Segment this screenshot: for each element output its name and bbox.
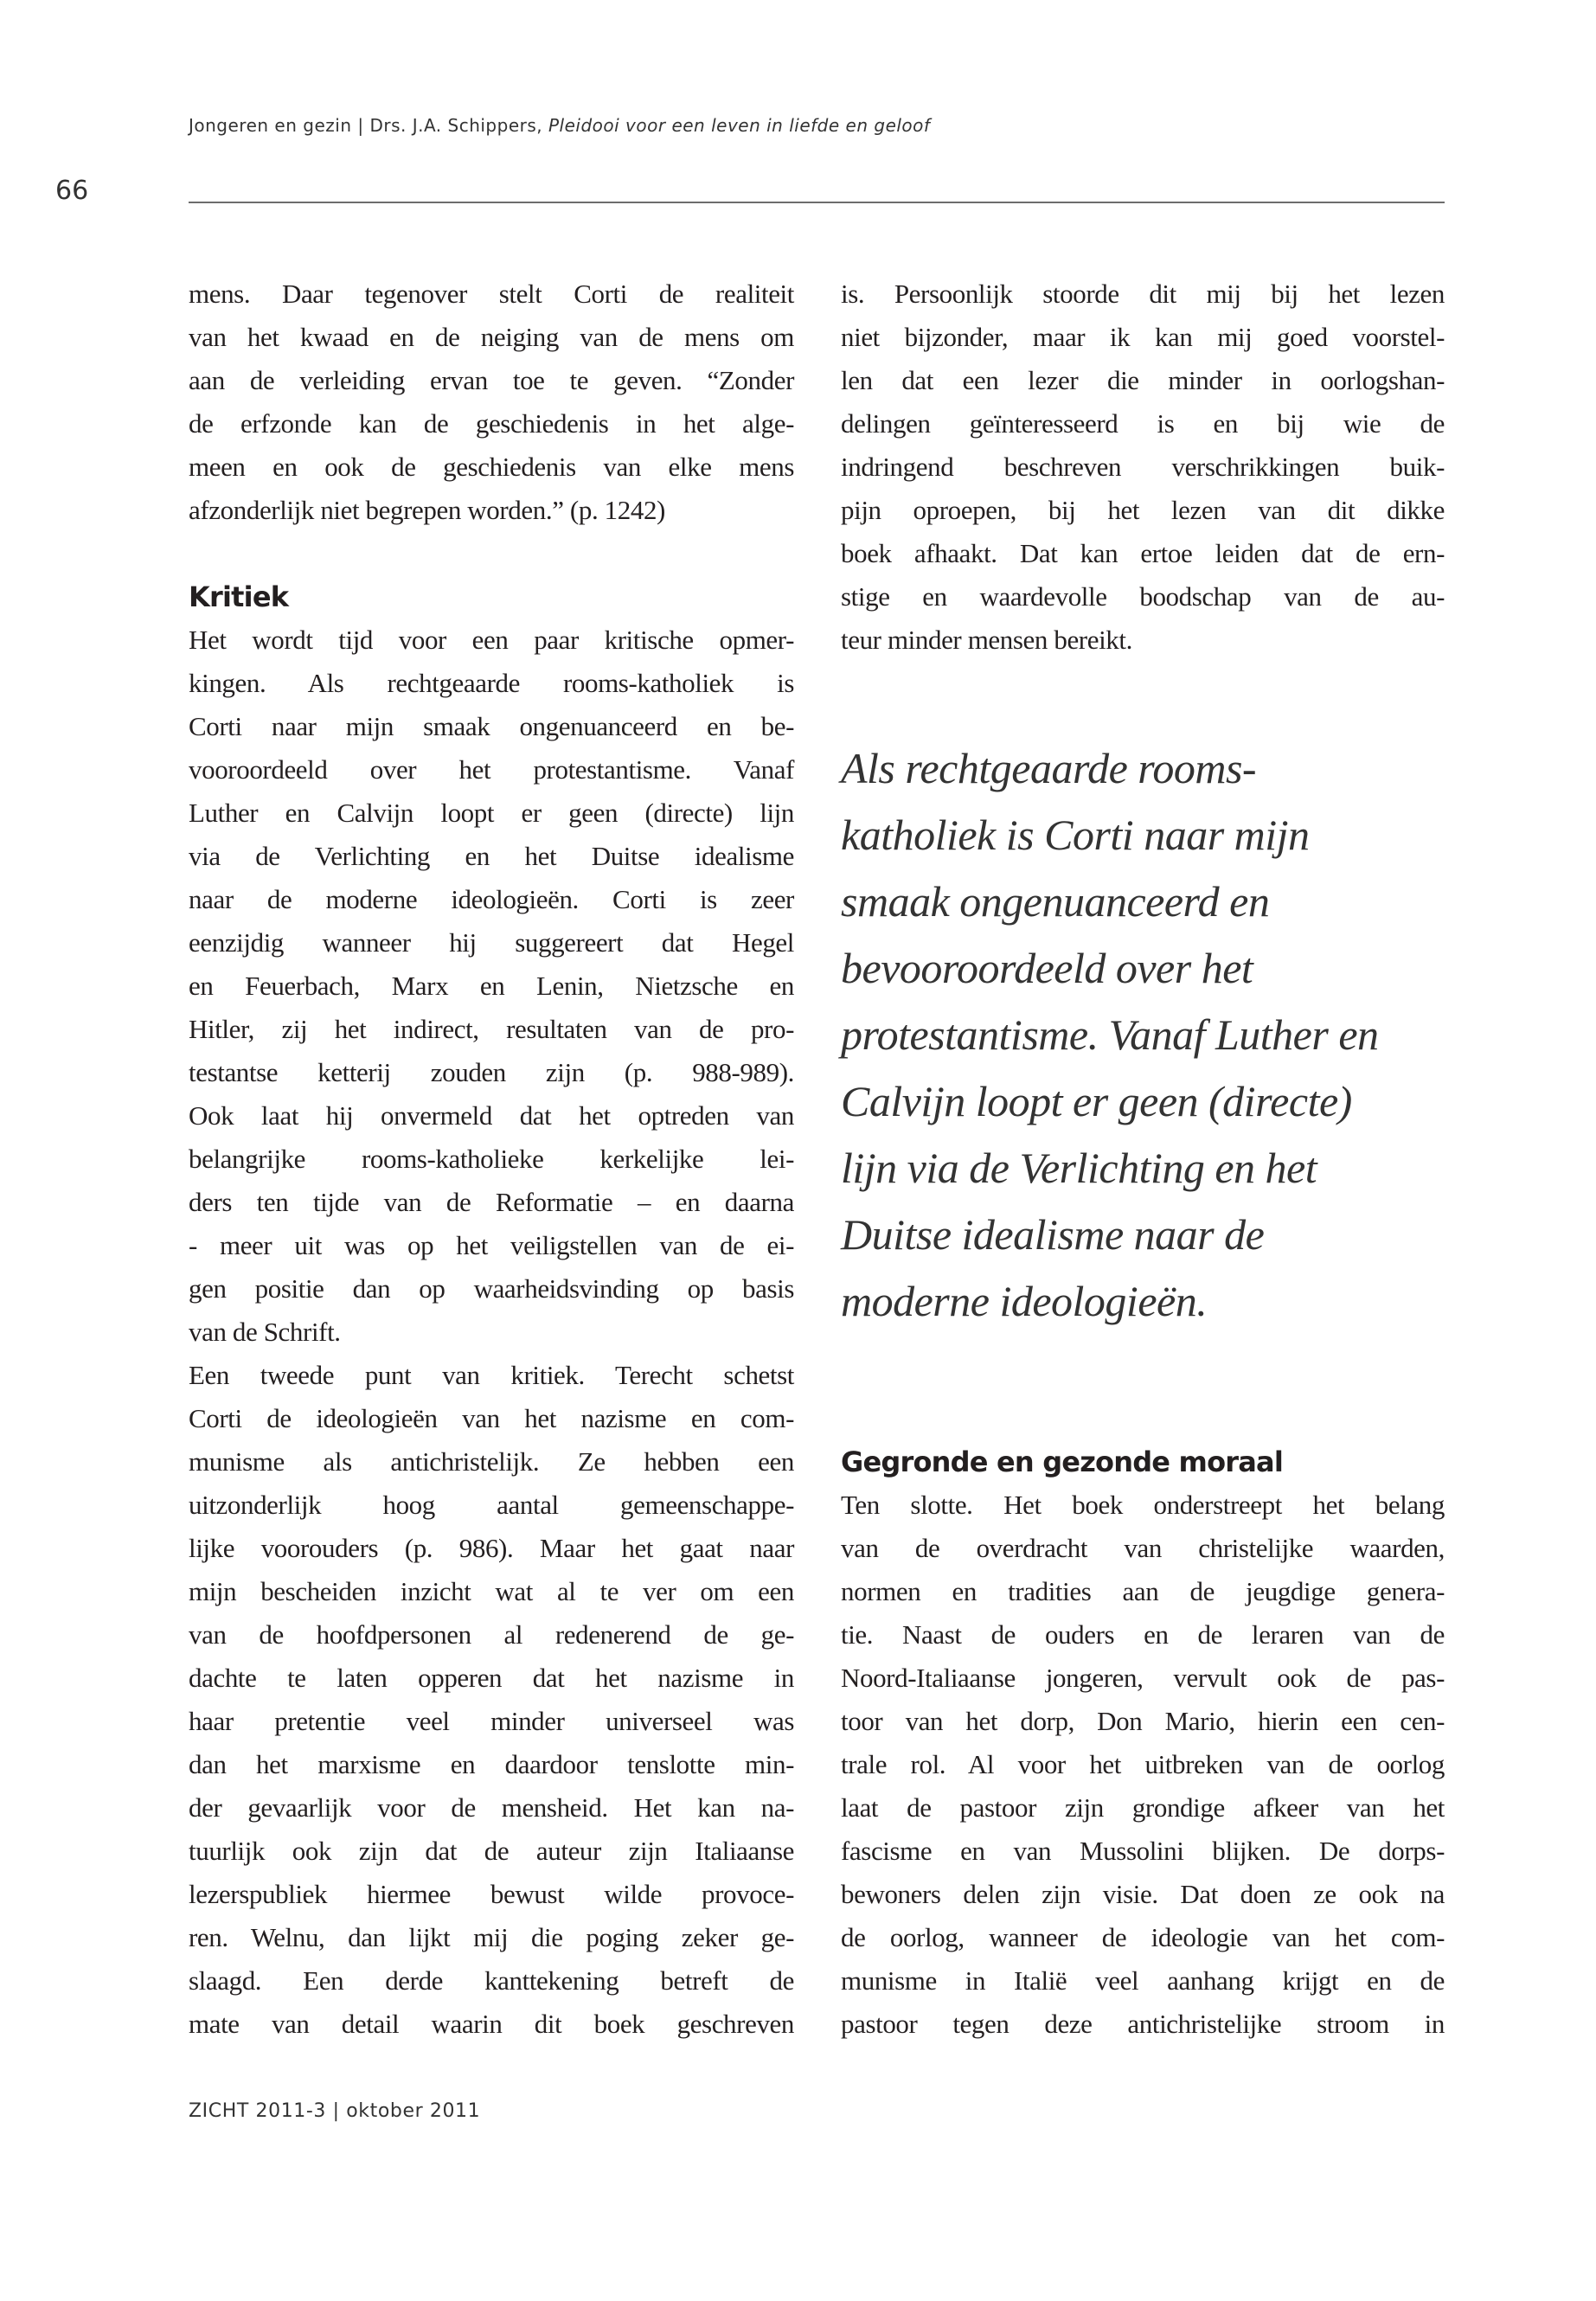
text-line: boek afhaakt. Dat kan ertoe leiden dat de ern-: [841, 538, 1445, 568]
pull-quote-line: smaak ongenuanceerd en: [841, 877, 1270, 926]
text-line: fascisme en van Mussolini blijken. De dorps-: [841, 1836, 1445, 1866]
text-line: haar pretentie veel minder universeel was: [189, 1706, 794, 1736]
text-line: afzonderlijk niet begrepen worden.” (p. 1242): [189, 495, 665, 525]
text-line: mijn bescheiden inzicht wat al te ver om een: [189, 1576, 794, 1606]
text-line: kingen. Als rechtgeaarde rooms-katholiek is: [189, 668, 794, 698]
header-rule: [189, 202, 1445, 203]
pull-quote-line: lijn via de Verlichting en het: [841, 1144, 1317, 1192]
text-line: is. Persoonlijk stoorde dit mij bij het lezen: [841, 279, 1445, 309]
text-line: pijn oproepen, bij het lezen van dit dikke: [841, 495, 1445, 525]
pull-quote-line: bevooroordeeld over het: [841, 944, 1253, 992]
text-line: indringend beschreven verschrikkingen buik-: [841, 452, 1445, 482]
text-line: munisme in Italië veel aanhang krijgt en de: [841, 1965, 1445, 1996]
right-column: [841, 272, 1445, 662]
text-line: aan de verleiding ervan toe te geven. “Zonder: [189, 365, 794, 395]
text-line: lijke voorouders (p. 986). Maar het gaat naar: [189, 1533, 794, 1563]
pull-quote-line: Calvijn loopt er geen (directe): [841, 1077, 1352, 1125]
pull-quote-line: moderne ideologieën.: [841, 1277, 1208, 1325]
text-line: stige en waardevolle boodschap van de au-: [841, 581, 1445, 612]
text-line: len dat een lezer die minder in oorlogshan-: [841, 365, 1445, 395]
text-line: gen positie dan op waarheidsvinding op basis: [189, 1273, 794, 1304]
text-line: de erfzonde kan de geschiedenis in het alge-: [189, 408, 794, 439]
text-line: Ook laat hij onvermeld dat het optreden van: [189, 1100, 794, 1131]
text-line: ders ten tijde van de Reformatie – en daarna: [189, 1187, 794, 1217]
text-line: tuurlijk ook zijn dat de auteur zijn Italiaanse: [189, 1836, 794, 1866]
text-line: naar de moderne ideologieën. Corti is zeer: [189, 884, 794, 914]
text-line: dachte te laten opperen dat het nazisme in: [189, 1663, 794, 1693]
text-line: van de hoofdpersonen al redenerend de ge-: [189, 1619, 794, 1650]
text-line: - meer uit was op het veiligstellen van de ei-: [189, 1230, 794, 1260]
running-header-section: Jongeren en gezin | Drs. J.A. Schippers,: [189, 115, 548, 136]
text-line: eenzijdig wanneer hij suggereert dat Hegel: [189, 927, 794, 958]
left-column: [189, 272, 794, 2046]
text-line: testantse ketterij zouden zijn (p. 988-989).: [189, 1057, 794, 1087]
text-line: vooroordeeld over het protestantisme. Vanaf: [189, 754, 794, 785]
section-heading-kritiek: Kritiek: [189, 580, 289, 613]
text-line: belangrijke rooms-katholieke kerkelijke lei-: [189, 1144, 794, 1174]
text-line: Een tweede punt van kritiek. Terecht schetst: [189, 1360, 794, 1390]
pull-quote-text: [841, 735, 1464, 1335]
text-line: uitzonderlijk hoog aantal gemeenschappe-: [189, 1490, 794, 1520]
text-line: meen en ook de geschiedenis van elke mens: [189, 452, 794, 482]
text-line: Luther en Calvijn loopt er geen (directe) lijn: [189, 798, 794, 828]
right-column-lower: [841, 1440, 1445, 2046]
text-line: van de Schrift.: [189, 1317, 341, 1347]
text-line: mate van detail waarin dit boek geschreven: [189, 2009, 794, 2039]
text-line: delingen geïnteresseerd is en bij wie de: [841, 408, 1445, 439]
text-line: lezerspubliek hiermee bewust wilde provoce-: [189, 1879, 794, 1909]
text-line: pastoor tegen deze antichristelijke stroom in: [841, 2009, 1445, 2039]
text-line: Noord-Italiaanse jongeren, vervult ook de pas-: [841, 1663, 1445, 1693]
paragraph: [189, 1354, 794, 2046]
text-line: ren. Welnu, dan lijkt mij die poging zeker ge-: [189, 1922, 794, 1952]
text-line: toor van het dorp, Don Mario, hierin een cen-: [841, 1706, 1445, 1736]
text-line: niet bijzonder, maar ik kan mij goed voorstel-: [841, 322, 1445, 352]
text-line: der gevaarlijk voor de mensheid. Het kan na-: [189, 1792, 794, 1823]
text-line: dan het marxisme en daardoor tenslotte min-: [189, 1749, 794, 1779]
paragraph: [841, 1484, 1445, 2046]
text-line: Corti de ideologieën van het nazisme en com-: [189, 1403, 794, 1433]
pull-quote: [841, 735, 1464, 1335]
running-header-title: Pleidooi voor een leven in liefde en geloof: [548, 115, 931, 136]
footer-issue: ZICHT 2011-3 | oktober 2011: [189, 2100, 481, 2122]
page-number: 66: [55, 176, 89, 206]
text-line: en Feuerbach, Marx en Lenin, Nietzsche en: [189, 971, 794, 1001]
text-line: laat de pastoor zijn grondige afkeer van het: [841, 1792, 1445, 1823]
text-line: bewoners delen zijn visie. Dat doen ze ook na: [841, 1879, 1445, 1909]
text-line: munisme als antichristelijk. Ze hebben een: [189, 1446, 794, 1477]
text-line: via de Verlichting en het Duitse idealisme: [189, 841, 794, 871]
pull-quote-line: Duitse idealisme naar de: [841, 1210, 1265, 1259]
text-line: Corti naar mijn smaak ongenuanceerd en be-: [189, 711, 794, 741]
text-line: van de overdracht van christelijke waarden,: [841, 1533, 1445, 1563]
text-line: van het kwaad en de neiging van de mens om: [189, 322, 794, 352]
text-line: trale rol. Al voor het uitbreken van de oorlog: [841, 1749, 1445, 1779]
paragraph: [841, 272, 1445, 662]
pull-quote-line: katholiek is Corti naar mijn: [841, 811, 1310, 859]
text-line: normen en tradities aan de jeugdige genera-: [841, 1576, 1445, 1606]
text-line: de oorlog, wanneer de ideologie van het com-: [841, 1922, 1445, 1952]
text-line: Ten slotte. Het boek onderstreept het belang: [841, 1490, 1445, 1520]
spacer: [189, 532, 794, 575]
text-line: mens. Daar tegenover stelt Corti de realiteit: [189, 279, 794, 309]
pull-quote-line: Als rechtgeaarde rooms-: [841, 744, 1257, 792]
text-line: teur minder mensen bereikt.: [841, 625, 1132, 655]
pull-quote-line: protestantisme. Vanaf Luther en: [841, 1010, 1379, 1059]
text-line: Hitler, zij het indirect, resultaten van de pro-: [189, 1014, 794, 1044]
section-heading-moraal: Gegronde en gezonde moraal: [841, 1445, 1284, 1478]
text-line: Het wordt tijd voor een paar kritische opmer-: [189, 625, 794, 655]
text-line: slaagd. Een derde kanttekening betreft de: [189, 1965, 794, 1996]
paragraph: [189, 272, 794, 532]
paragraph: [189, 619, 794, 1354]
running-header: [189, 115, 930, 136]
text-line: tie. Naast de ouders en de leraren van de: [841, 1619, 1445, 1650]
